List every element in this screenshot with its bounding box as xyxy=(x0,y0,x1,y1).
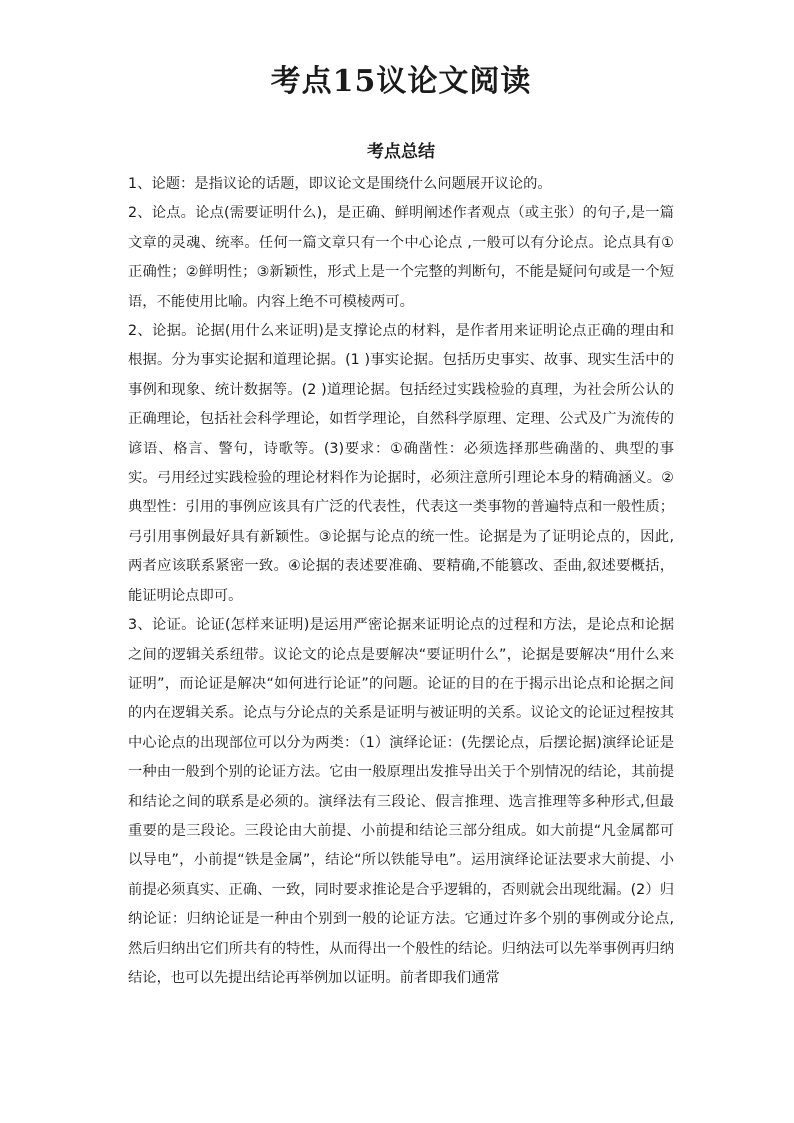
paragraph-topic: 1、论题：是指议论的话题，即议论文是围绕什么问题展开议论的。 xyxy=(128,176,552,192)
section-heading: 考点总结 xyxy=(367,142,435,162)
paragraph-argument-point: 2、论点。论点(需要证明什么)，是正确、鲜明阐述作者观点（或主张）的句子,是一篇文章的灵魂、统率。任何一篇文章只有一个中心论点 ,一般可以有分论点。论点具有①正确性；②鲜明性；③新颖性，形式上是一个完整的判断句，不能是疑问句或是一个短语，不能使用比喻。内容上绝不可模棱两可。 xyxy=(128,205,674,310)
document-title: 考点15议论文阅读 xyxy=(270,64,532,99)
paragraph-evidence: 2、论据。论据(用什么来证明)是支撑论点的材料，是作者用来证明论点正确的理由和根据。分为事实论据和道理论据。(1 )事实论据。包括历史事实、故事、现实生活中的事例和现象、统计数据等。(2 )道理论据。包括经过实践检验的真理，为社会所公认的正确理论，包括社会科学理论，如哲学理论，自然科学原理、定理、公式及广为流传的谚语、格言、警句，诗歌等。(3)要求：①确凿性：必须选择那些确凿的、典型的事实。弓用经过实践检验的理论材料作为论据时，必须注意所引理论本身的精确涵义。②典型性：引用的事例应该具有广泛的代表性，代表这一类事物的普遍特点和一般性质；弓引用事例最好具有新颖性。③论据与论点的统一性。论据是为了证明论点的，因此,两者应该联系紧密一致。④论据的表述要准确、要精确,不能篡改、歪曲,叙述要概括，能证明论点即可。 xyxy=(128,323,674,604)
paragraph-reasoning: 3、论证。论证(怎样来证明)是运用严密论据来证明论点的过程和方法，是论点和论据之间的逻辑关系纽带。议论文的论点是要解决“要证明什么”，论据是要解决“用什么来证明”，而论证是解决“如何进行论证”的问题。论证的目的在于揭示出论点和论据之间的内在逻辑关系。论点与分论点的关系是证明与被证明的关系。议论文的论证过程按其中心论点的出现部位可以分为两类：（1）演绎论证：(先摆论点，后摆论据)演绎论证是一种由一般到个别的论证方法。它由一般原理出发推导出关于个别情况的结论，其前提和结论之间的联系是必须的。演绎法有三段论、假言推理、选言推理等多种形式,但最重要的是三段论。三段论由大前提、小前提和结论三部分组成。如大前提“凡金属都可以导电”，小前提“铁是金属”，结论“所以铁能导电”。运用演绎论证法要求大前提、小前提必须真实、正确、一致，同时要求推论是合乎逻辑的，否则就会出现纰漏。(2）归纳论证：归纳论证是一种由个别到一般的论证方法。它通过许多个别的事例或分论点,然后归纳出它们所共有的特性，从而得出一个般性的结论。归纳法可以先举事例再归纳结论，也可以先提出结论再举例加以证明。前者即我们通常 xyxy=(128,617,674,986)
